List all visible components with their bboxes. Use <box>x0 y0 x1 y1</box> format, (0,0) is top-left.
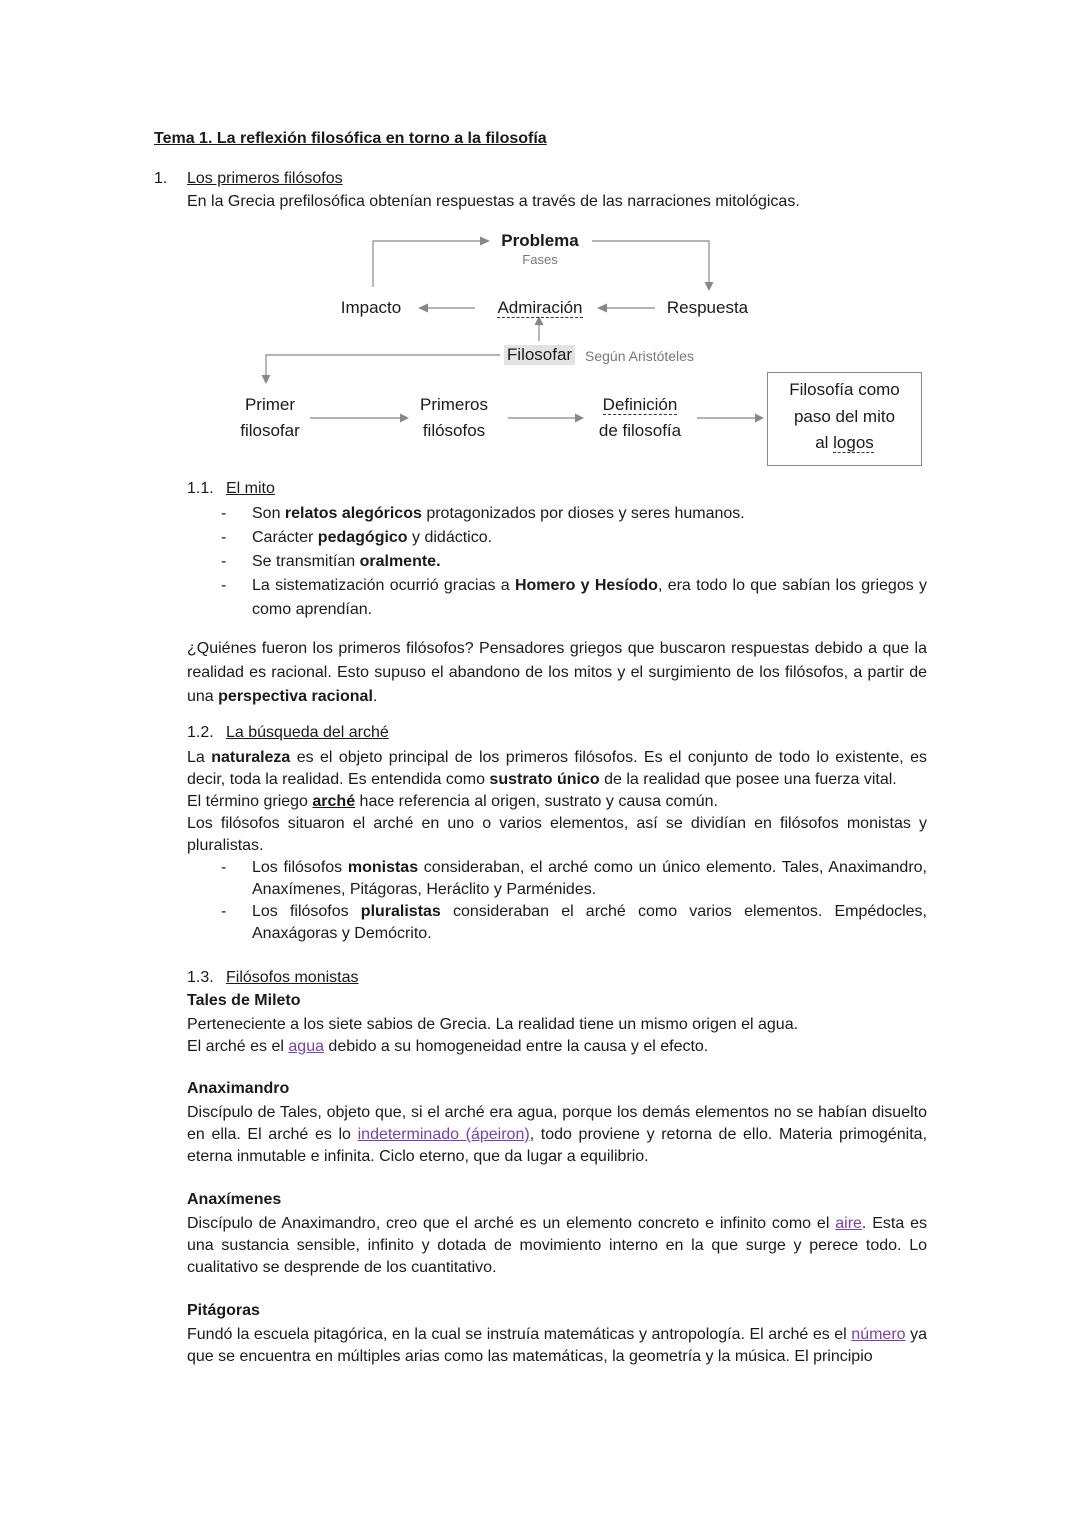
diagram-node-filosofar: Filosofar <box>504 345 575 365</box>
philosopher-name-anaximenes: Anaxímenes <box>187 1191 282 1208</box>
diagram-node-problema: Problema <box>501 231 579 250</box>
diagram-node-impacto: Impacto <box>340 298 402 317</box>
philosopher-name-pitagoras: Pitágoras <box>187 1302 260 1319</box>
section-title: Los primeros filósofos <box>187 170 343 187</box>
philosopher-text-anaximandro: Discípulo de Tales, objeto que, si el arché era agua, porque los demás elementos no se habían disuelto en ella. El arché es lo indeterminado (ápeiron), todo proviene y retorna de ello. Materia primogénita, eterna inmutable e infinita. Ciclo eterno, que da lugar a equilibrio. <box>187 1104 928 1165</box>
philosopher-text-anaximenes: Discípulo de Anaximandro, creo que el arché es un elemento concreto e infinito como el aire. Esta es una sustancia sensible, infinito y dotada de movimiento interno en la que surge y perece todo. Lo cualitativo se desprende de los cuantitativo. <box>187 1215 927 1276</box>
diagram-label-segun: Según Aristóteles <box>585 348 694 364</box>
diagram-node-admiracion: Admiración <box>497 298 583 317</box>
list-item: - Los filósofos pluralistas consideraban el arché como varios elementos. Empédocles, Anaxágoras y Demócrito. <box>217 901 927 945</box>
subsection-heading-arche: 1.2. La búsqueda del arché <box>187 724 389 741</box>
philosopher-name-tales: Tales de Mileto <box>187 992 301 1009</box>
list-item: - Son relatos alegóricos protagonizados por dioses y seres humanos. <box>217 502 927 526</box>
list-item: - Los filósofos monistas consideraban, el arché como un único elemento. Tales, Anaximandro, Anaxímenes, Pitágoras, Heráclito y Parménides. <box>217 857 927 901</box>
page-title: Tema 1. La reflexión filosófica en torno a la filosofía <box>154 130 547 147</box>
section-intro: En la Grecia prefilosófica obtenían respuestas a través de las narraciones mitológicas. <box>187 193 800 210</box>
diagram-node-respuesta: Respuesta <box>666 298 749 317</box>
diagram-box-mito-logos: Filosofía como paso del mito al logos <box>767 372 922 466</box>
diagram-node-primeros-filosofos: Primeros filósofos <box>419 395 488 440</box>
diagram-label-fases: Fases <box>522 252 558 267</box>
philosopher-text-pitagoras: Fundó la escuela pitagórica, en la cual se instruía matemáticas y antropología. El arché es el número ya que se encuentra en múltiples arias como las matemáticas, la geometría y la música. El principio <box>187 1326 927 1365</box>
mito-list <box>217 502 927 622</box>
philosopher-text-tales: Perteneciente a los siete sabios de Grecia. La realidad tiene un mismo origen el agua. El arché es el agua debido a su homogeneidad entre la causa y el efecto. <box>187 1016 799 1055</box>
philosopher-name-anaximandro: Anaximandro <box>187 1080 290 1097</box>
list-item: - Se transmitían oralmente. <box>217 550 927 574</box>
list-item: - La sistematización ocurrió gracias a Homero y Hesíodo, era todo lo que sabían los griegos y como aprendían. <box>217 574 927 622</box>
question-paragraph: ¿Quiénes fueron los primeros filósofos? Pensadores griegos que buscaron respuestas debido a que la realidad es racional. Esto supuso el abandono de los mitos y el surgimiento de los filósofos, a partir de una perspectiva racional. <box>187 640 927 705</box>
arche-paragraph: La naturaleza es el objeto principal de los primeros filósofos. Es el conjunto de todo lo existente, es decir, toda la realidad. Es entendida como sustrato único de la realidad que posee una fuerza vital. El término griego arché hace referencia al origen, sustrato y causa común. Los filósofos situaron el arché en uno o varios elementos, así se dividían en filósofos monistas y pluralistas. <box>187 749 927 854</box>
subsection-heading-monistas: 1.3. Filósofos monistas <box>187 969 359 986</box>
diagram-node-primer-filosofar: Primer filosofar <box>240 395 300 440</box>
list-item: - Carácter pedagógico y didáctico. <box>217 526 927 550</box>
subsection-heading-mito: 1.1. El mito <box>187 480 275 497</box>
section-number: 1. <box>154 170 168 187</box>
diagram-node-definicion: Definición de filosofía <box>598 395 682 440</box>
arche-list <box>217 857 927 945</box>
